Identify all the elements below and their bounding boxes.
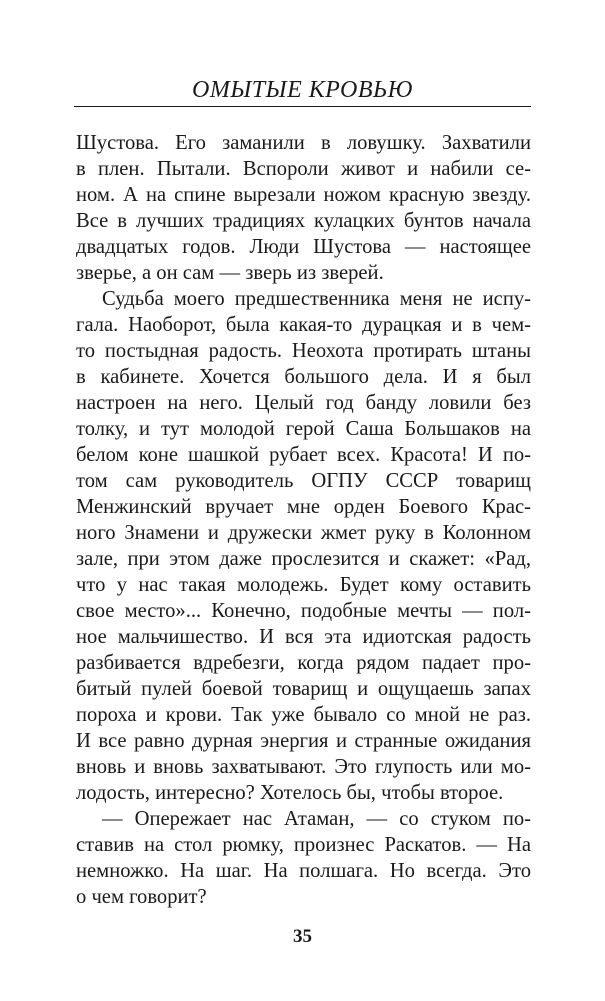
text-line: белом коне шашкой рубает всех. Красота! И по- (76, 444, 531, 466)
text-line: битый пулей боевой товарищ и ощущаешь запах (76, 678, 531, 700)
text-line: Судьба моего предшественника меня не испу- (102, 288, 531, 310)
text-line: о чем говорит? (76, 886, 207, 908)
text-line: зверье, а он сам — зверь из зверей. (76, 262, 384, 284)
text-line: ставив на стол рюмку, произнес Раскатов. — На (76, 834, 531, 856)
text-line: что у нас такая молодежь. Будет кому оставить (76, 574, 531, 596)
text-line: двадцатых годов. Люди Шустова — настоящее (76, 236, 531, 258)
text-line: толку, и тут молодой герой Саша Большаков на (76, 418, 531, 440)
text-line: разбивается вдребезги, когда рядом падает про- (76, 652, 531, 674)
page-number: 35 (293, 926, 312, 947)
text-line: зале, при этом даже прослезится и скажет: «Рад, (76, 548, 531, 570)
text-line: настроен на него. Целый год банду ловили без (76, 392, 531, 414)
text-line: свое место»... Конечно, подобные мечты — пол- (76, 600, 531, 622)
text-line: Все в лучших традициях кулацких бунтов начала (76, 210, 531, 232)
text-line: немножко. На шаг. На полшага. Но всегда. Это (76, 860, 531, 882)
text-line: Менжинский вручает мне орден Боевого Крас- (76, 496, 531, 518)
text-line: ном. А на спине вырезали ножом красную звезду. (76, 184, 531, 206)
running-head: ОМЫТЫЕ КРОВЬЮ (192, 77, 413, 103)
text-line: ного Знамени и дружески жмет руку в Колонном (76, 522, 531, 544)
text-line: лодость, интересно? Хотелось бы, чтобы второе. (76, 782, 504, 804)
text-line: в кабинете. Хочется большого дела. И я был (76, 366, 531, 388)
text-line: И все равно дурная энергия и странные ожидания (76, 730, 531, 752)
text-line: — Опережает нас Атаман, — со стуком по- (102, 808, 531, 830)
header-rule (74, 106, 531, 107)
text-line: то постыдная радость. Неохота протирать штаны (76, 340, 531, 362)
text-line: Шустова. Его заманили в ловушку. Захватили (76, 132, 531, 154)
text-line: вновь и вновь захватывают. Это глупость или мо- (76, 756, 531, 778)
text-line: пороха и крови. Так уже бывало со мной не раз. (76, 704, 531, 726)
text-line: в плен. Пытали. Вспороли живот и набили се- (76, 158, 531, 180)
text-line: гала. Наоборот, была какая-то дурацкая и в чем- (76, 314, 531, 336)
text-line: ное мальчишество. И вся эта идиотская радость (76, 626, 531, 648)
text-line: том сам руководитель ОГПУ СССР товарищ (76, 470, 531, 492)
